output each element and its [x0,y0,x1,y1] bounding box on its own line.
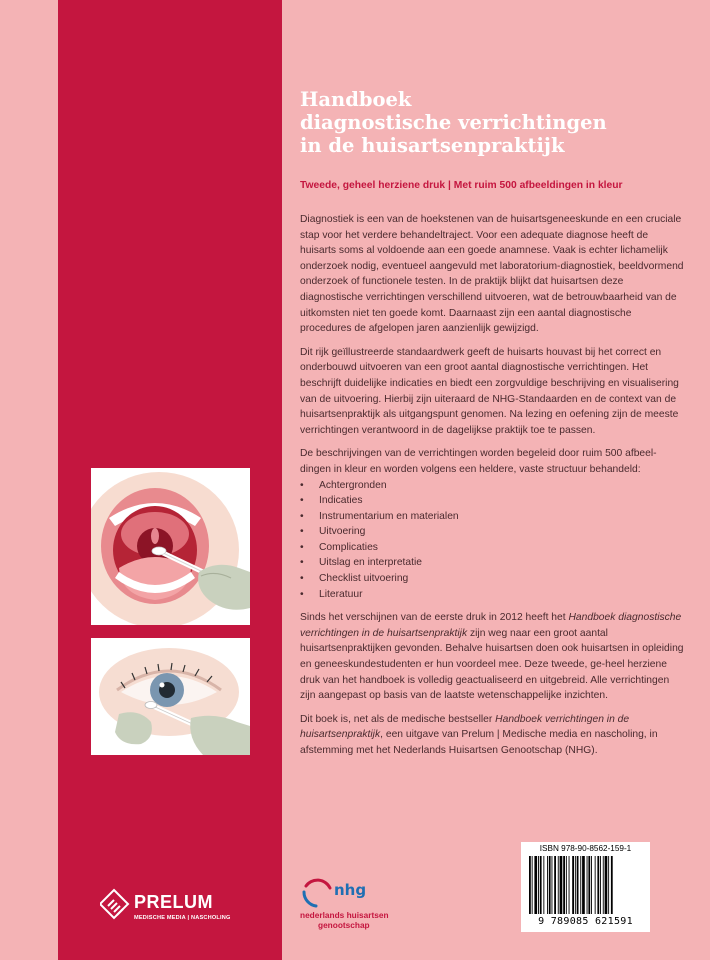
prelum-logo [100,888,240,928]
barcode-bar [611,856,613,914]
nhg-name: nhg [334,881,367,899]
barcode-bar [575,856,576,914]
nhg-line-2: genootschap [318,920,370,930]
structure-list [300,478,685,603]
subtitle: Tweede, geheel herziene druk | Met ruim 500 afbeeldingen in kleur [300,180,623,191]
barcode-bar [600,856,601,914]
barcode-bar [540,856,542,914]
barcode-bar [547,856,548,914]
barcode-bar [558,856,559,914]
list-item: • Literatuur [300,587,685,603]
barcode-bar [577,856,579,914]
barcode-bar [595,856,596,914]
paragraph-publisher [300,712,685,759]
list-item: • Achtergronden [300,478,685,494]
barcode-bar [532,856,533,914]
book-title [300,88,680,157]
barcode-bar [608,856,609,914]
bestseller-title-italic: Handboek verrichtingen in de huisartsenpraktijk [300,713,630,741]
list-item: • Uitslag en interpretatie [300,555,685,571]
para5-pre: Dit boek is, net als de medische bestseller [300,713,496,725]
para5-post: , een uitgave van Prelum | Medische media en nascholing, in afstemming met het Nederlands Huisartsen Genootschap (NHG). [300,729,658,756]
back-cover-text [300,212,685,767]
prelum-diamond-icon [100,888,132,924]
barcode-bar [591,856,592,914]
barcode-bar [554,856,556,914]
title-line-1: Handboek [300,88,412,111]
paragraph-standard-work: Dit rijk geïllustreerde standaardwerk geeft de huisarts houvast bij het correct en onderbouwd uitvoeren van een groot aantal diagnostische verrichtingen. Het beschrijft duidelijke indicaties en biedt een zorgvuldige beschrijving en visualisering van de uitvoering. Hierbij zijn uiteraard de NHG-Standaarden en de context van de huisartsenpraktijk als uitgangspunt genomen. Na lezing en oefening zijn de meeste verrichtingen verantwoord in de dagelijkse praktijk toe te passen. [300,346,679,436]
prelum-tagline: MEDISCHE MEDIA | NASCHOLING [134,915,231,921]
barcode-digits: 9 789085 621591 [538,916,633,927]
para4-post: zijn weg naar een groot aantal huisartsenpraktijken gevonden. Behalve huisartsen doen ook huisartsen in opleiding en geneeskundestudenten er hun voordeel mee. Deze tweede, ge-heel herziene druk van het handboek is volledig geactualiseerd en uitgebreid. Alle verrichtingen zijn aangepast op basis van de laatste wetenschappelijke inzichten. [300,627,684,702]
barcode-bar [560,856,563,914]
paragraph-intro: Diagnostiek is een van de hoekstenen van de huisartsgeneeskunde en een cruciale stap voor het verdere behandeltraject. Voor een adequate diagnose heeft de huisarts soms al voldoende aan een goede anamnese. Vaak is echter lichamelijk onderzoek nodig, eventueel aangevuld met laboratorium-diagnostiek, beeldvormend onderzoek of functionele testen. In de praktijk blijkt dat huisartsen deze diagnostische verrichtingen verschillend uitvoeren, wat de betrouwbaarheid van de uitkomsten niet ten goede komt. Daarnaast zijn een aantal diagnostische procedures de afgelopen jaren aanzienlijk gewijzigd. [300,214,684,335]
isbn-number: ISBN 978-90-8562-159-1 [539,844,632,853]
barcode-bar [563,856,565,914]
nhg-circle-icon [300,876,334,910]
barcode-bar [587,856,588,914]
barcode-bar [569,856,570,914]
barcode-bar [529,856,531,914]
barcode-bar [549,856,551,914]
mouth-throat-swab-illustration [91,468,250,625]
barcode-bar [552,856,553,914]
book-title-italic: Handboek diagnostische verrichtingen in de huisartsenpraktijk [300,612,682,639]
barcode-bars-icon [521,856,650,916]
barcode-bar [582,856,585,914]
barcode-bar [603,856,604,914]
list-item: • Checklist uitvoering [300,571,685,587]
para4-pre: Sinds het verschijnen van de eerste druk in 2012 heeft het [300,612,569,624]
barcode-bar [534,856,537,914]
barcode-bar [605,856,608,914]
barcode-bar [572,856,574,914]
barcode-bar [566,856,567,914]
barcode-bar [543,856,544,914]
title-line-2: diagnostische verrichtingen [300,111,607,134]
title-line-3: in de huisartsenpraktijk [300,134,565,157]
eye-swab-illustration [91,638,250,755]
isbn-barcode [521,842,650,932]
paragraph-first-edition [300,610,685,704]
barcode-bar [538,856,539,914]
nhg-logo [300,874,420,934]
barcode-bar [580,856,581,914]
list-item: • Instrumentarium en materialen [300,509,685,525]
nhg-line-1: nederlands huisartsen [300,910,389,920]
barcode-bar [597,856,599,914]
barcode-bar [588,856,590,914]
paragraph-structure: De beschrijvingen van de verrichtingen worden begeleid door ruim 500 afbeel-dingen in kleur en worden volgens een heldere, vaste structuur behandeld: [300,448,657,475]
list-item: • Uitvoering [300,524,685,540]
list-item: • Indicaties [300,493,685,509]
prelum-name: PRELUM [134,892,213,912]
list-item: • Complicaties [300,540,685,556]
